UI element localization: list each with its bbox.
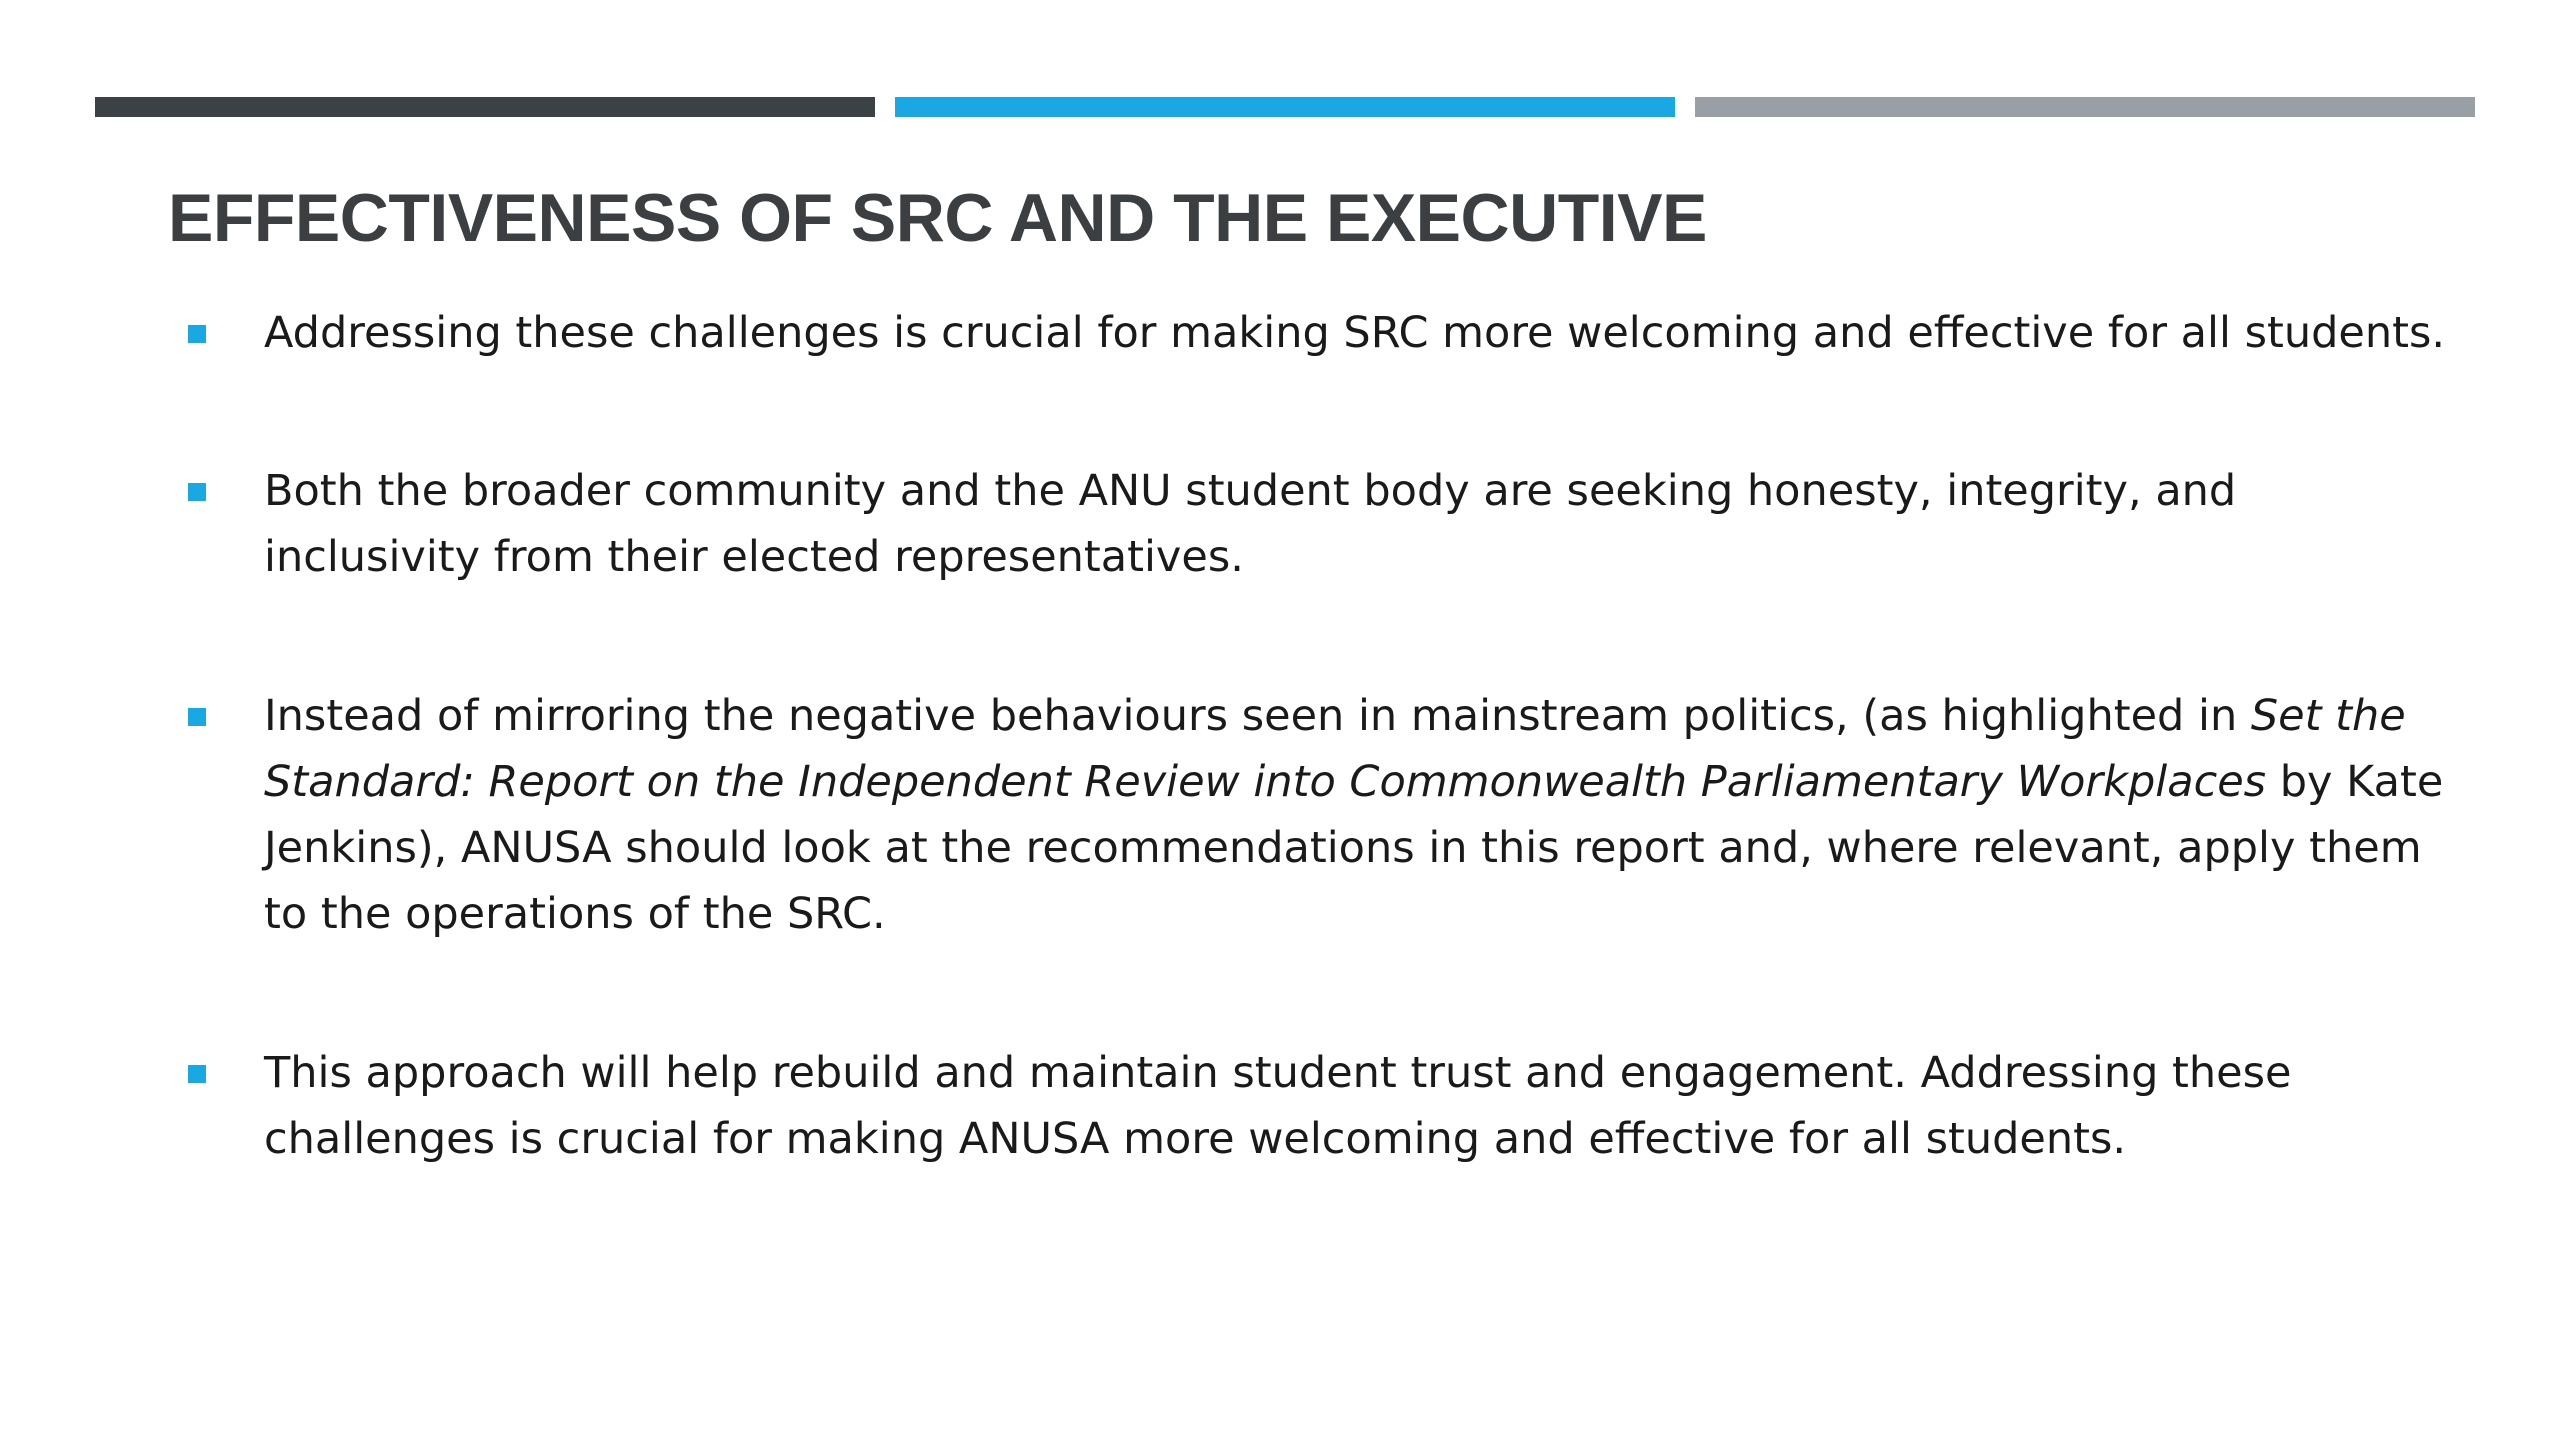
report-title-italic: Set the	[2250, 691, 2406, 741]
bullet-line: to the operations of the SRC.	[264, 889, 886, 939]
square-bullet-icon	[188, 483, 206, 501]
bullet-text	[264, 683, 2443, 947]
bullet-item	[188, 300, 2468, 366]
square-bullet-icon	[188, 708, 206, 726]
bullet-line: Both the broader community and the ANU student body are seeking honesty, integrity, and	[264, 466, 2237, 516]
slide-title: EFFECTIVENESS OF SRC AND THE EXECUTIVE	[168, 180, 1707, 256]
bullet-text	[264, 300, 2445, 366]
bullet-text	[264, 1040, 2291, 1172]
bullet-item	[188, 1040, 2468, 1172]
bullet-line: inclusivity from their elected representatives.	[264, 532, 1244, 582]
bullet-line: Jenkins), ANUSA should look at the recommendations in this report and, where relevant, apply them	[264, 823, 2422, 873]
bullet-line	[264, 749, 2443, 815]
bullet-line: Addressing these challenges is crucial for making SRC more welcoming and effective for all students.	[264, 308, 2446, 358]
square-bullet-icon	[188, 325, 206, 343]
bullet-line: This approach will help rebuild and maintain student trust and engagement. Addressing these	[264, 1048, 2292, 1098]
square-bullet-icon	[188, 1065, 206, 1083]
bullet-line: challenges is crucial for making ANUSA more welcoming and effective for all students.	[264, 1114, 2127, 1164]
bullet-item	[188, 458, 2468, 590]
report-title-italic: Standard: Report on the Independent Review into Commonwealth Parliamentary Workplaces	[264, 757, 2267, 807]
bullet-text-segment: Instead of mirroring the negative behaviours seen in mainstream politics, (as highlighted in	[264, 691, 2251, 741]
bullet-text-segment: by Kate	[2266, 757, 2444, 807]
bullet-text	[264, 458, 2236, 590]
bullet-line	[264, 683, 2443, 749]
bullet-item	[188, 683, 2468, 947]
